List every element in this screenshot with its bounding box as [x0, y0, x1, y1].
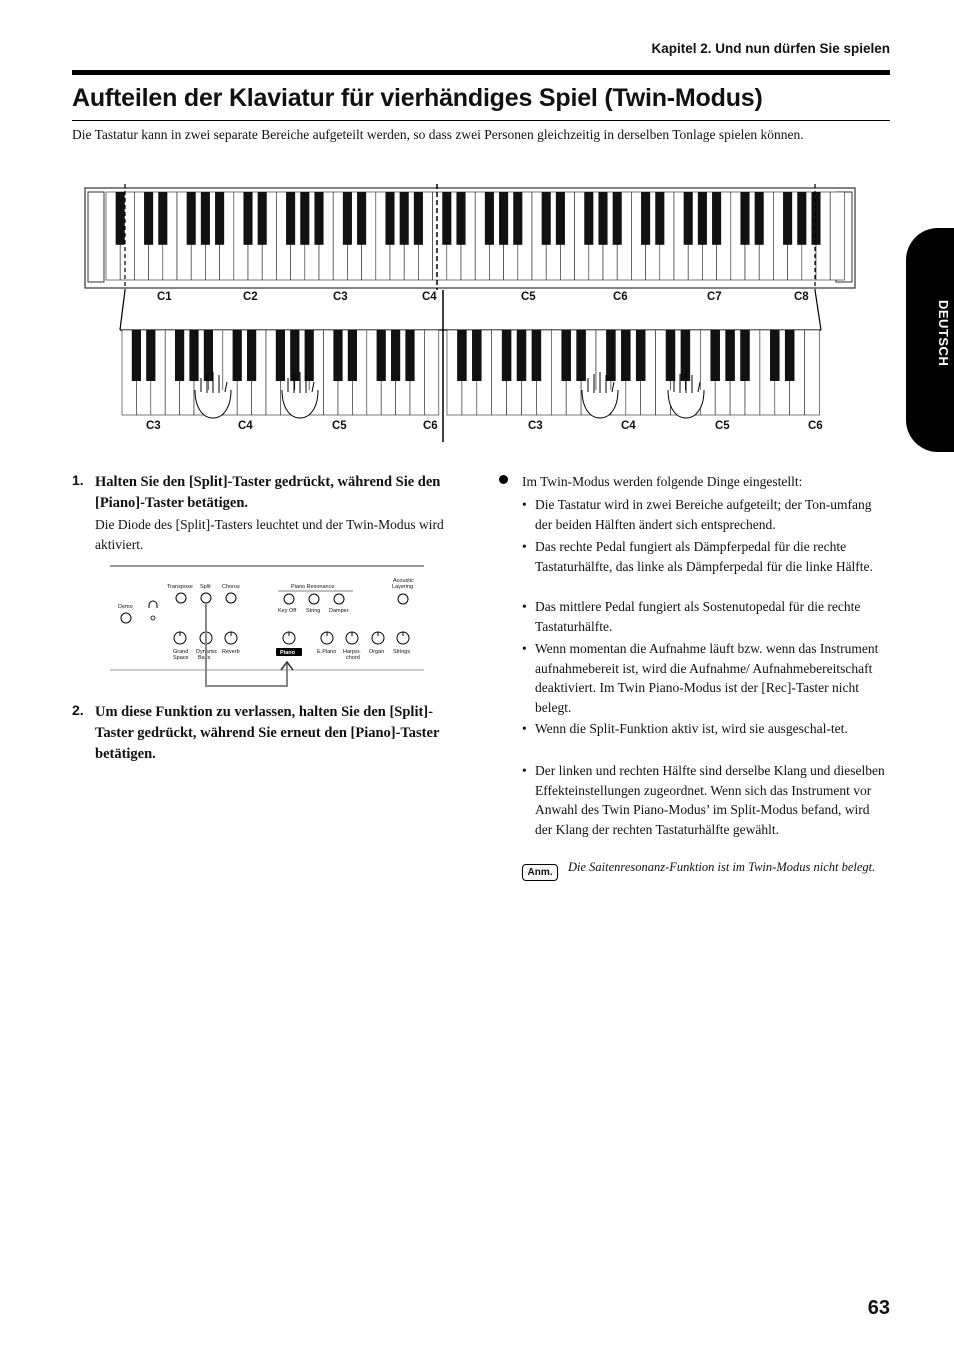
split-label: Split: [200, 584, 211, 590]
black-key: [681, 330, 691, 381]
black-key: [215, 192, 224, 245]
dynamic-label-1: Dynamic: [196, 649, 218, 655]
black-key: [348, 330, 357, 381]
key-off-button: [284, 594, 294, 604]
black-key: [797, 192, 806, 245]
top-label-c8: C8: [794, 291, 809, 303]
acoustic-layering-label-2: Layering: [392, 584, 414, 590]
black-key: [606, 330, 616, 381]
grand-space-label-1: Grand: [173, 649, 189, 655]
black-key: [698, 192, 707, 245]
step-1-number: 1.: [72, 472, 84, 488]
left-label-c3: C3: [146, 420, 161, 432]
chorus-button: [226, 593, 236, 603]
black-key: [305, 330, 314, 381]
language-tab-label: DEUTSCH: [936, 300, 951, 367]
black-key: [785, 330, 795, 381]
black-key: [391, 330, 400, 381]
black-key: [513, 192, 522, 245]
black-key: [158, 192, 167, 245]
black-key: [576, 330, 586, 381]
reverb-label: Reverb: [222, 649, 240, 655]
piano-label: Piano: [280, 650, 295, 656]
list-item-text: Wenn momentan die Aufnahme läuft bzw. wenn das Instrument aufnahmebereit ist, wird die Aufnahme/ Aufnahmebereitschaft deaktiviert. Im Twin Piano-Modus ist der [Rec]-Taster nicht belegt.: [535, 641, 879, 715]
step-2-title: Um diese Funktion zu verlassen, halten Sie den [Split]-Taster gedrückt, während Sie erneut den [Piano]-Taster betätigen.: [95, 704, 440, 762]
key-off-label: Key Off: [278, 608, 297, 614]
black-key: [457, 330, 467, 381]
black-key: [485, 192, 494, 245]
black-key: [405, 330, 414, 381]
top-label-c6: C6: [613, 291, 628, 303]
black-key: [442, 192, 451, 245]
note-badge: Anm.: [522, 864, 558, 881]
bullet-icon: [499, 475, 508, 484]
acoustic-layering-label-1: Acoustic: [393, 578, 414, 584]
headphone-jack-icon: [151, 616, 155, 620]
black-key: [456, 192, 465, 245]
black-key: [146, 330, 155, 381]
top-label-c4: C4: [422, 291, 437, 303]
damper-label: Damper: [329, 608, 349, 614]
black-key: [561, 330, 571, 381]
black-key: [187, 192, 196, 245]
list-item-text: Wenn die Split-Funktion aktiv ist, wird sie ausgeschal-tet.: [535, 721, 848, 736]
headphones-icon: [149, 601, 157, 608]
black-key: [584, 192, 593, 245]
black-key: [204, 330, 213, 381]
black-key: [258, 192, 267, 245]
list-item-text: Das mittlere Pedal fungiert als Sostenutopedal für die rechte Tastaturhälfte.: [535, 599, 861, 634]
step-1-title: Halten Sie den [Split]-Taster gedrückt, während Sie den [Piano]-Taster betätigen.: [95, 474, 441, 511]
page-title: Aufteilen der Klaviatur für vierhändiges Spiel (Twin-Modus): [72, 84, 763, 112]
tone-buttons: [174, 632, 409, 644]
black-key: [636, 330, 646, 381]
black-key: [755, 192, 764, 245]
harpsichord-label-1: Harpsi-: [343, 649, 361, 655]
damper-button: [334, 594, 344, 604]
black-key: [783, 192, 792, 245]
white-key: [830, 192, 844, 280]
top-label-c2: C2: [243, 291, 258, 303]
white-key: [424, 330, 438, 415]
demo-button: [121, 613, 131, 623]
black-key: [243, 192, 252, 245]
transpose-button: [176, 593, 186, 603]
title-rule: [72, 120, 890, 121]
black-key: [414, 192, 423, 245]
black-key: [286, 192, 295, 245]
epiano-label: E.Piano: [317, 649, 337, 655]
black-key: [517, 330, 527, 381]
black-key: [641, 192, 650, 245]
black-key: [201, 192, 210, 245]
white-key: [805, 330, 820, 415]
black-key: [556, 192, 565, 245]
top-label-c3: C3: [333, 291, 348, 303]
black-key: [725, 330, 735, 381]
black-key: [233, 330, 242, 381]
black-key: [300, 192, 309, 245]
dynamic-label-2: Bass: [198, 655, 211, 661]
note-text: Die Saitenresonanz-Funktion ist im Twin-Modus nicht belegt.: [568, 860, 876, 874]
chapter-header: Kapitel 2. Und nun dürfen Sie spielen: [651, 41, 890, 56]
black-key: [385, 192, 394, 245]
strings-label: Strings: [393, 649, 411, 655]
right-label-c3: C3: [528, 420, 543, 432]
right-half-keyboard: [447, 330, 820, 415]
right-label-c4: C4: [621, 420, 636, 432]
black-key: [175, 330, 184, 381]
black-key: [712, 192, 721, 245]
black-key: [290, 330, 299, 381]
string-label: String: [306, 608, 321, 614]
black-key: [132, 330, 141, 381]
right-label-c6: C6: [808, 420, 823, 432]
black-key: [710, 330, 720, 381]
left-half-keyboard: [122, 330, 439, 415]
split-button: [201, 593, 211, 603]
piano-resonance-label: Piano Resonance: [291, 584, 335, 590]
black-key: [740, 330, 750, 381]
organ-label: Organ: [369, 649, 385, 655]
black-key: [502, 330, 512, 381]
chorus-label: Chorus: [222, 584, 240, 590]
black-key: [740, 192, 749, 245]
black-key: [343, 192, 352, 245]
black-key: [472, 330, 482, 381]
left-label-c4: C4: [238, 420, 253, 432]
step-1-body: Die Diode des [Split]-Tasters leuchtet und der Twin-Modus wird aktiviert.: [95, 517, 444, 552]
black-key: [400, 192, 409, 245]
transpose-label: Transpose: [167, 584, 193, 590]
black-key: [598, 192, 607, 245]
acoustic-layering-button: [398, 594, 408, 604]
black-key: [333, 330, 342, 381]
black-key: [770, 330, 780, 381]
intro-paragraph: Die Tastatur kann in zwei separate Bereiche aufgeteilt werden, so dass zwei Personen gleichzeitig in derselben Tonlage spielen können.: [72, 127, 804, 142]
header-rule: [72, 70, 890, 75]
split-to-piano-connector: [206, 604, 287, 686]
black-key: [499, 192, 508, 245]
black-key: [189, 330, 198, 381]
black-key: [377, 330, 386, 381]
piano-left-cheek: [88, 192, 104, 282]
black-key: [247, 330, 256, 381]
step-2-number: 2.: [72, 702, 84, 718]
twin-mode-heading: Im Twin-Modus werden folgende Dinge eingestellt:: [522, 474, 803, 489]
black-key: [314, 192, 323, 245]
harpsichord-label-2: chord: [346, 655, 360, 661]
black-key: [621, 330, 631, 381]
left-label-c6: C6: [423, 420, 438, 432]
grand-space-label-2: Space: [173, 655, 189, 661]
list-item-text: Die Tastatur wird in zwei Bereiche aufgeteilt; der Ton-umfang der beiden Hälften ändert sich entsprechend.: [535, 497, 872, 532]
black-key: [276, 330, 285, 381]
black-key: [532, 330, 542, 381]
black-key: [357, 192, 366, 245]
string-button: [309, 594, 319, 604]
black-key: [684, 192, 693, 245]
black-key: [116, 192, 125, 245]
list-item-text: Das rechte Pedal fungiert als Dämpferpedal für die rechte Tastaturhälfte, das linke als Dämpferpedal für die linke Hälfte.: [535, 539, 873, 574]
black-key: [811, 192, 820, 245]
black-key: [144, 192, 153, 245]
black-key: [542, 192, 551, 245]
list-item-text: Der linken und rechten Hälfte sind derselbe Klang und dieselben Effekteinstellungen zugeordnet. Wenn sich das Instrument vor Anwahl des Twin Piano-Modus’ im Split-Modus befand, wird der Klang der rechten Tastaturhälfte gewählt.: [535, 763, 885, 837]
top-label-c7: C7: [707, 291, 722, 303]
black-key: [655, 192, 664, 245]
top-label-c5: C5: [521, 291, 536, 303]
left-label-c5: C5: [332, 420, 347, 432]
black-key: [666, 330, 676, 381]
demo-label: Demo: [118, 604, 133, 610]
keyboard-diagram: [80, 180, 860, 450]
top-label-c1: C1: [157, 291, 172, 303]
right-label-c5: C5: [715, 420, 730, 432]
full-keyboard-keys: [106, 192, 844, 280]
control-panel-diagram: [108, 560, 426, 690]
page-number: 63: [867, 1297, 890, 1319]
black-key: [613, 192, 622, 245]
